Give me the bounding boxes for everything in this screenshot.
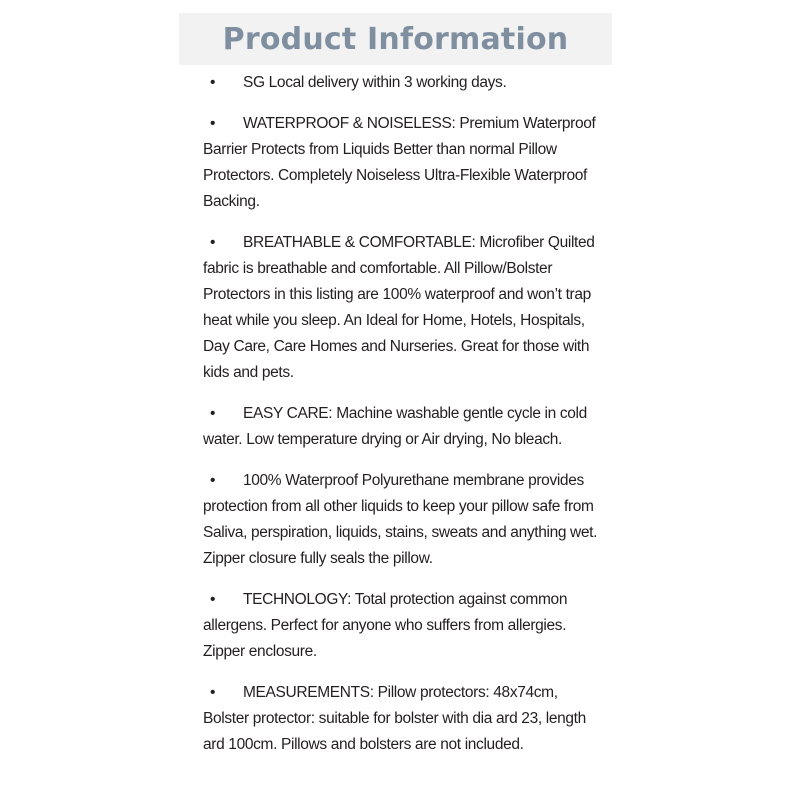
list-item-measurements: [203, 680, 607, 758]
item-text: WATERPROOF & NOISELESS: Premium Waterproof Barrier Protects from Liquids Better than normal Pillow Protectors. Completely Noiseless Ultra-Flexible Waterproof Backing.: [203, 115, 596, 210]
item-text: EASY CARE: Machine washable gentle cycle in cold water. Low temperature drying or Air drying, No bleach.: [203, 405, 587, 448]
bullet-icon: •: [210, 684, 216, 701]
page-title: Product Information: [222, 22, 569, 57]
item-text: SG Local delivery within 3 working days.: [243, 74, 507, 91]
list-item-waterproof: [203, 111, 607, 215]
list-item-breathable: [203, 230, 607, 386]
list-item-technology: [203, 587, 607, 665]
bullet-icon: •: [210, 591, 216, 608]
bullet-icon: •: [210, 234, 216, 251]
bullet-icon: •: [210, 115, 216, 132]
bullet-icon: •: [210, 472, 216, 489]
bullet-icon: •: [210, 74, 216, 91]
item-text: BREATHABLE & COMFORTABLE: Microfiber Quilted fabric is breathable and comfortable. All Pillow/Bolster Protectors in this listing are 100% waterproof and won’t trap heat while you sleep. An Ideal for Home, Hotels, Hospitals, Day Care, Care Homes and Nurseries. Great for those with kids and pets.: [203, 234, 595, 381]
product-info-list: [203, 70, 607, 773]
item-text: 100% Waterproof Polyurethane membrane provides protection from all other liquids to keep your pillow safe from Saliva, perspiration, liquids, stains, sweats and anything wet. Zipper closure fully seals the pillow.: [203, 472, 598, 567]
item-text: TECHNOLOGY: Total protection against common allergens. Perfect for anyone who suffers from allergies. Zipper enclosure.: [203, 591, 568, 660]
list-item-delivery: [203, 70, 607, 96]
bullet-icon: •: [210, 405, 216, 422]
list-item-membrane: [203, 468, 607, 572]
list-item-easy-care: [203, 401, 607, 453]
item-text: MEASUREMENTS: Pillow protectors: 48x74cm, Bolster protector: suitable for bolster with dia ard 23, length ard 100cm. Pillows and bolsters are not included.: [203, 684, 586, 753]
